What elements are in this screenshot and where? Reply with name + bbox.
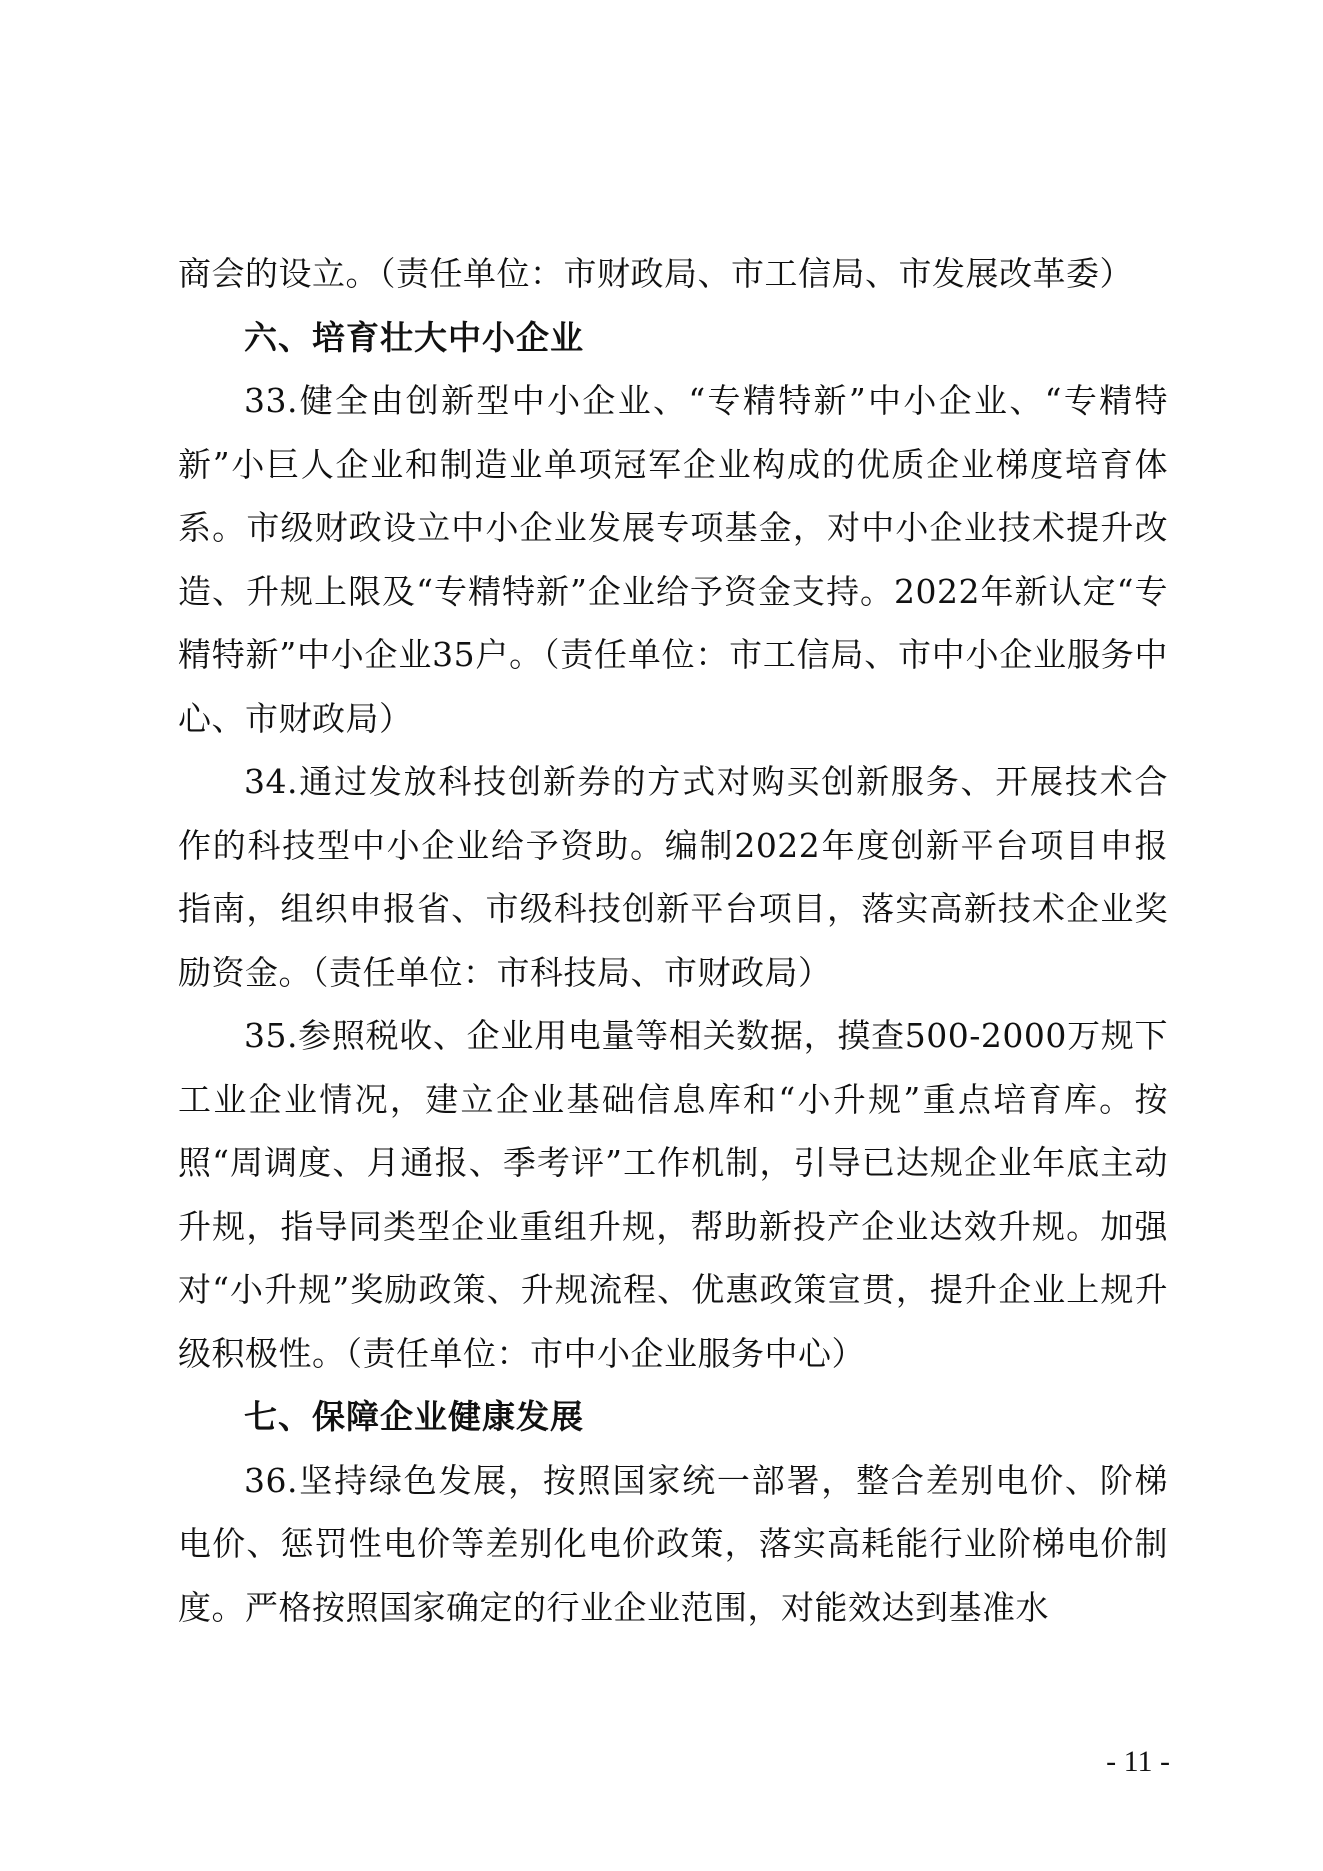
paragraph-item-33: 33.健全由创新型中小企业、“专精特新”中小企业、“专精特新”小巨人企业和制造业单项冠军企业构成的优质企业梯度培育体系。市级财政设立中小企业发展专项基金，对中小企业技术提升改造、升规上限及“专精特新”企业给予资金支持。2022年新认定“专精特新”中小企业35户。（责任单位：市工信局、市中小企业服务中心、市财政局） [178, 381, 1168, 738]
paragraph-item-36: 36.坚持绿色发展，按照国家统一部署，整合差别电价、阶梯电价、惩罚性电价等差别化电价政策，落实高耗能行业阶梯电价制度。严格按照国家确定的行业企业范围，对能效达到基准水 [178, 1460, 1168, 1627]
paragraph-item-35: 35.参照税收、企业用电量等相关数据，摸查500-2000万规下工业企业情况，建立企业基础信息库和“小升规”重点培育库。按照“周调度、月通报、季考评”工作机制，引导已达规企业年底主动升规，指导同类型企业重组升规，帮助新投产企业达效升规。加强对“小升规”奖励政策、升规流程、优惠政策宣贯，提升企业上规升级积极性。（责任单位：市中小企业服务中心） [178, 1016, 1168, 1373]
document-body [178, 242, 1168, 1639]
paragraph-continuation: 商会的设立。（责任单位：市财政局、市工信局、市发展改革委） [178, 254, 1133, 293]
paragraph-item-34: 34.通过发放科技创新券的方式对购买创新服务、开展技术合作的科技型中小企业给予资助。编制2022年度创新平台项目申报指南，组织申报省、市级科技创新平台项目，落实高新技术企业奖励资金。（责任单位：市科技局、市财政局） [178, 762, 1168, 992]
page-number: - 11 - [1106, 1745, 1170, 1778]
section-heading-7: 七、保障企业健康发展 [244, 1397, 584, 1436]
section-heading-6: 六、培育壮大中小企业 [244, 317, 584, 357]
